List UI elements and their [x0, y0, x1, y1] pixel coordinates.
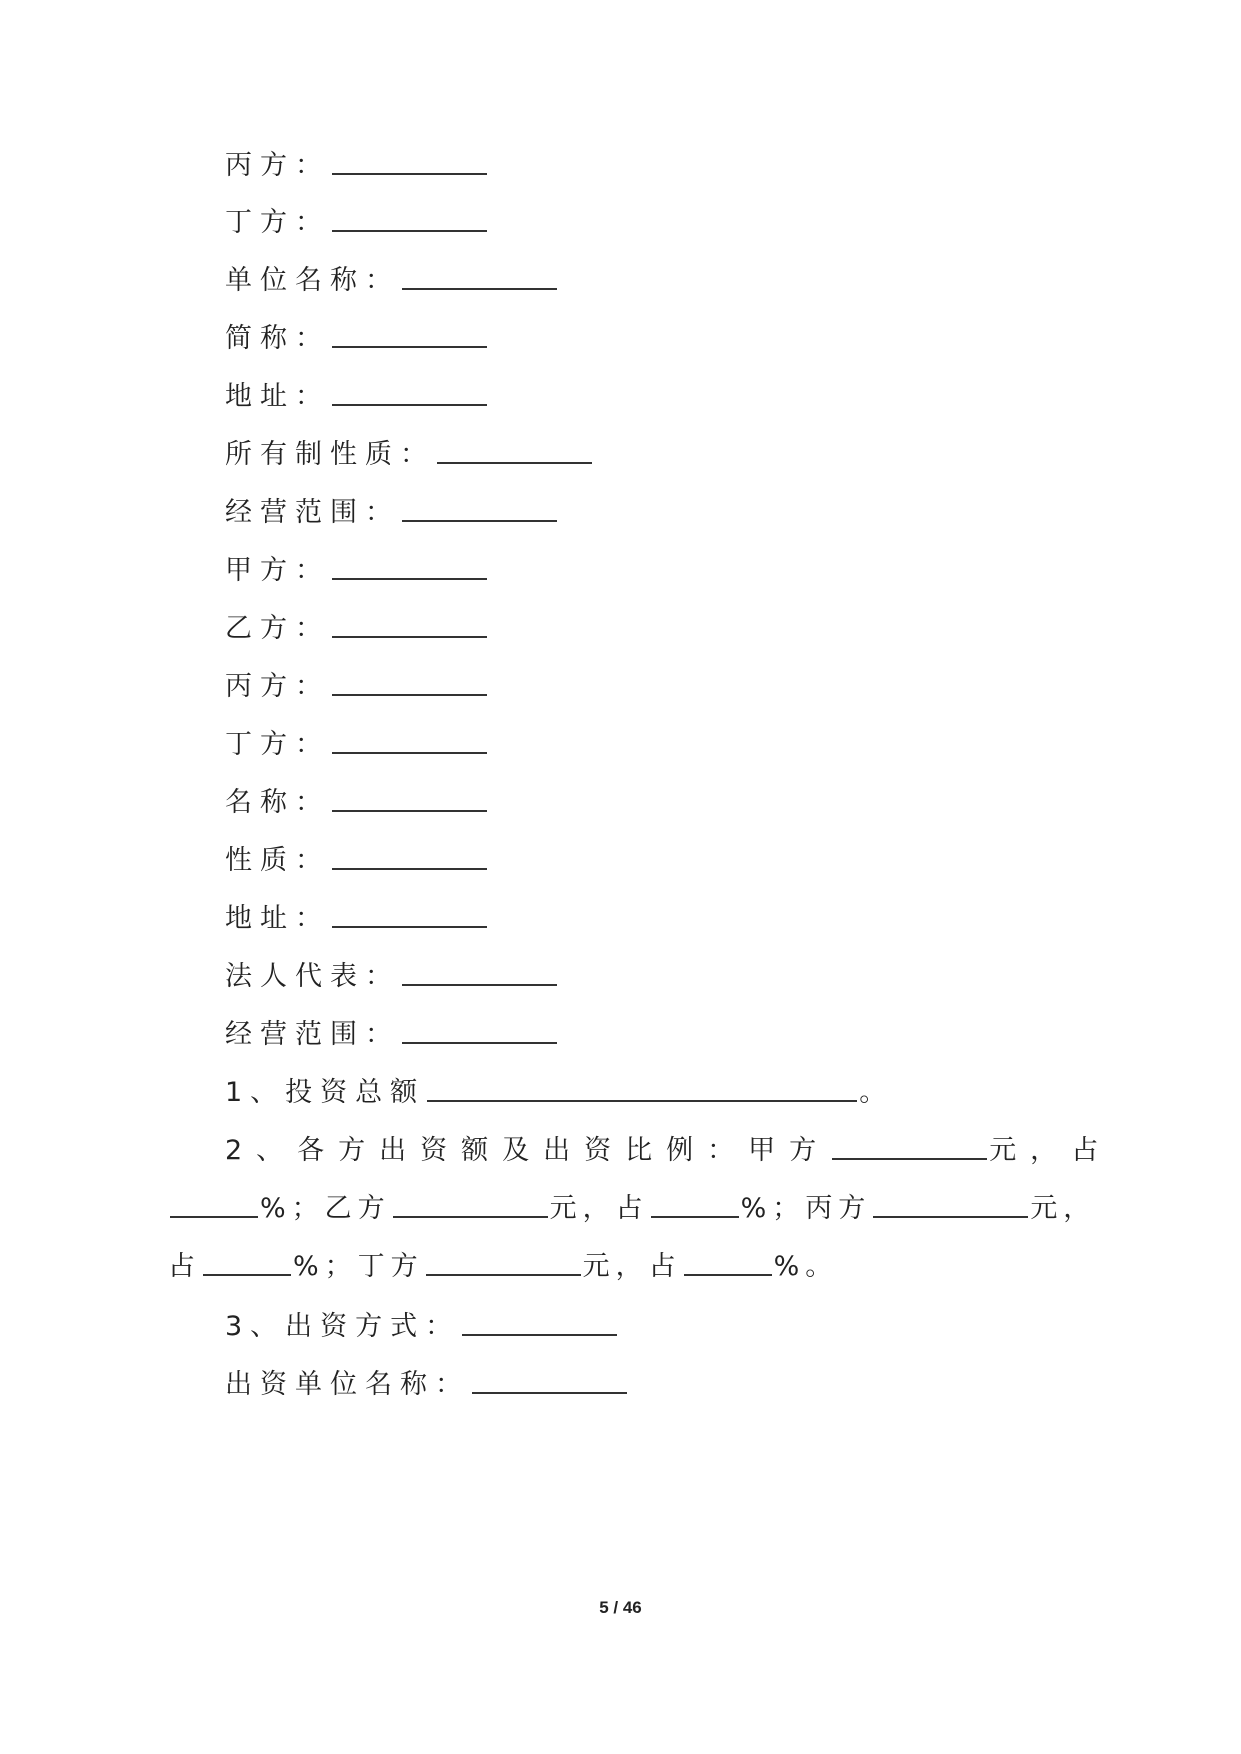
field-legal-rep [225, 959, 559, 995]
item-label: 3、出资方式： [225, 1311, 461, 1342]
field-address-2 [225, 901, 489, 937]
punctuation: 。 [859, 1077, 895, 1108]
unit-percent: %； [260, 1193, 325, 1224]
field-business-scope-2 [225, 1017, 559, 1053]
unit-yuan: 元， [549, 1193, 616, 1224]
fill-blank [832, 1158, 987, 1160]
unit-yuan: 元， [1030, 1193, 1097, 1224]
text-zhan: 占 [168, 1251, 201, 1282]
field-label: 地址： [225, 381, 330, 412]
field-label: 单位名称： [225, 265, 400, 296]
field-bing [225, 148, 489, 184]
unit-percent: %； [293, 1251, 358, 1282]
field-bing-2 [225, 669, 489, 705]
field-investor-name [225, 1367, 629, 1403]
field-address [225, 379, 489, 415]
fill-blank [332, 694, 487, 696]
fill-blank [332, 578, 487, 580]
item-total-investment [225, 1075, 894, 1111]
item-contribution-method [225, 1309, 619, 1345]
fill-blank [332, 346, 487, 348]
field-label: 性质： [225, 845, 330, 876]
fill-blank [437, 462, 592, 464]
fill-blank [332, 926, 487, 928]
field-ding [225, 205, 489, 241]
fill-blank [402, 984, 557, 986]
unit-percent: %； [740, 1193, 806, 1224]
fill-blank [427, 1100, 857, 1102]
field-label: 丙方： [225, 671, 330, 702]
fill-blank [684, 1274, 772, 1276]
field-ding-2 [225, 727, 489, 763]
fill-blank [402, 288, 557, 290]
fill-blank [203, 1274, 291, 1276]
fill-blank [332, 230, 487, 232]
party-bing: 丙方 [805, 1193, 872, 1224]
text-zhan: 占 [648, 1251, 682, 1282]
field-business-scope [225, 495, 559, 531]
field-label: 法人代表： [225, 961, 400, 992]
unit-yuan: 元， [989, 1135, 1072, 1166]
field-label: 丁方： [225, 207, 330, 238]
item-contribution-line-1 [225, 1133, 1112, 1169]
fill-blank [332, 404, 487, 406]
field-unit-name [225, 263, 559, 299]
item-label: 1、投资总额 [225, 1077, 426, 1108]
field-jia [225, 553, 489, 589]
fill-blank [651, 1216, 739, 1218]
fill-blank [332, 810, 487, 812]
page-number: 5 / 46 [599, 1598, 642, 1617]
field-yi [225, 611, 489, 647]
item-contribution-line-3 [168, 1249, 838, 1285]
text-zhan: 占 [1071, 1135, 1113, 1166]
fill-blank [426, 1274, 581, 1276]
field-label: 乙方： [225, 613, 330, 644]
fill-blank [873, 1216, 1028, 1218]
fill-blank [332, 636, 487, 638]
field-ownership [225, 437, 594, 473]
item-contribution-line-2 [168, 1191, 1096, 1227]
field-label: 甲方： [225, 555, 330, 586]
field-label: 丁方： [225, 729, 330, 760]
item-label: 2、各方出资额及出资比例：甲方 [225, 1135, 831, 1166]
field-label: 出资单位名称： [225, 1369, 470, 1400]
field-name [225, 785, 489, 821]
fill-blank [402, 520, 557, 522]
text-zhan: 占 [615, 1193, 649, 1224]
party-ding: 丁方 [357, 1251, 424, 1282]
party-yi: 乙方 [324, 1193, 391, 1224]
field-label: 经营范围： [225, 497, 400, 528]
fill-blank [332, 752, 487, 754]
unit-yuan: 元， [582, 1251, 649, 1282]
fill-blank [393, 1216, 548, 1218]
fill-blank [332, 173, 487, 175]
field-label: 经营范围： [225, 1019, 400, 1050]
fill-blank [462, 1334, 617, 1336]
field-label: 丙方： [225, 150, 330, 181]
field-nature [225, 843, 489, 879]
fill-blank [332, 868, 487, 870]
field-label: 名称： [225, 787, 330, 818]
fill-blank [170, 1216, 258, 1218]
field-label: 所有制性质： [225, 439, 435, 470]
field-label: 地址： [225, 903, 330, 934]
field-short-name [225, 321, 489, 357]
field-label: 简称： [225, 323, 330, 354]
fill-blank [472, 1392, 627, 1394]
fill-blank [402, 1042, 557, 1044]
unit-percent: %。 [773, 1251, 839, 1282]
